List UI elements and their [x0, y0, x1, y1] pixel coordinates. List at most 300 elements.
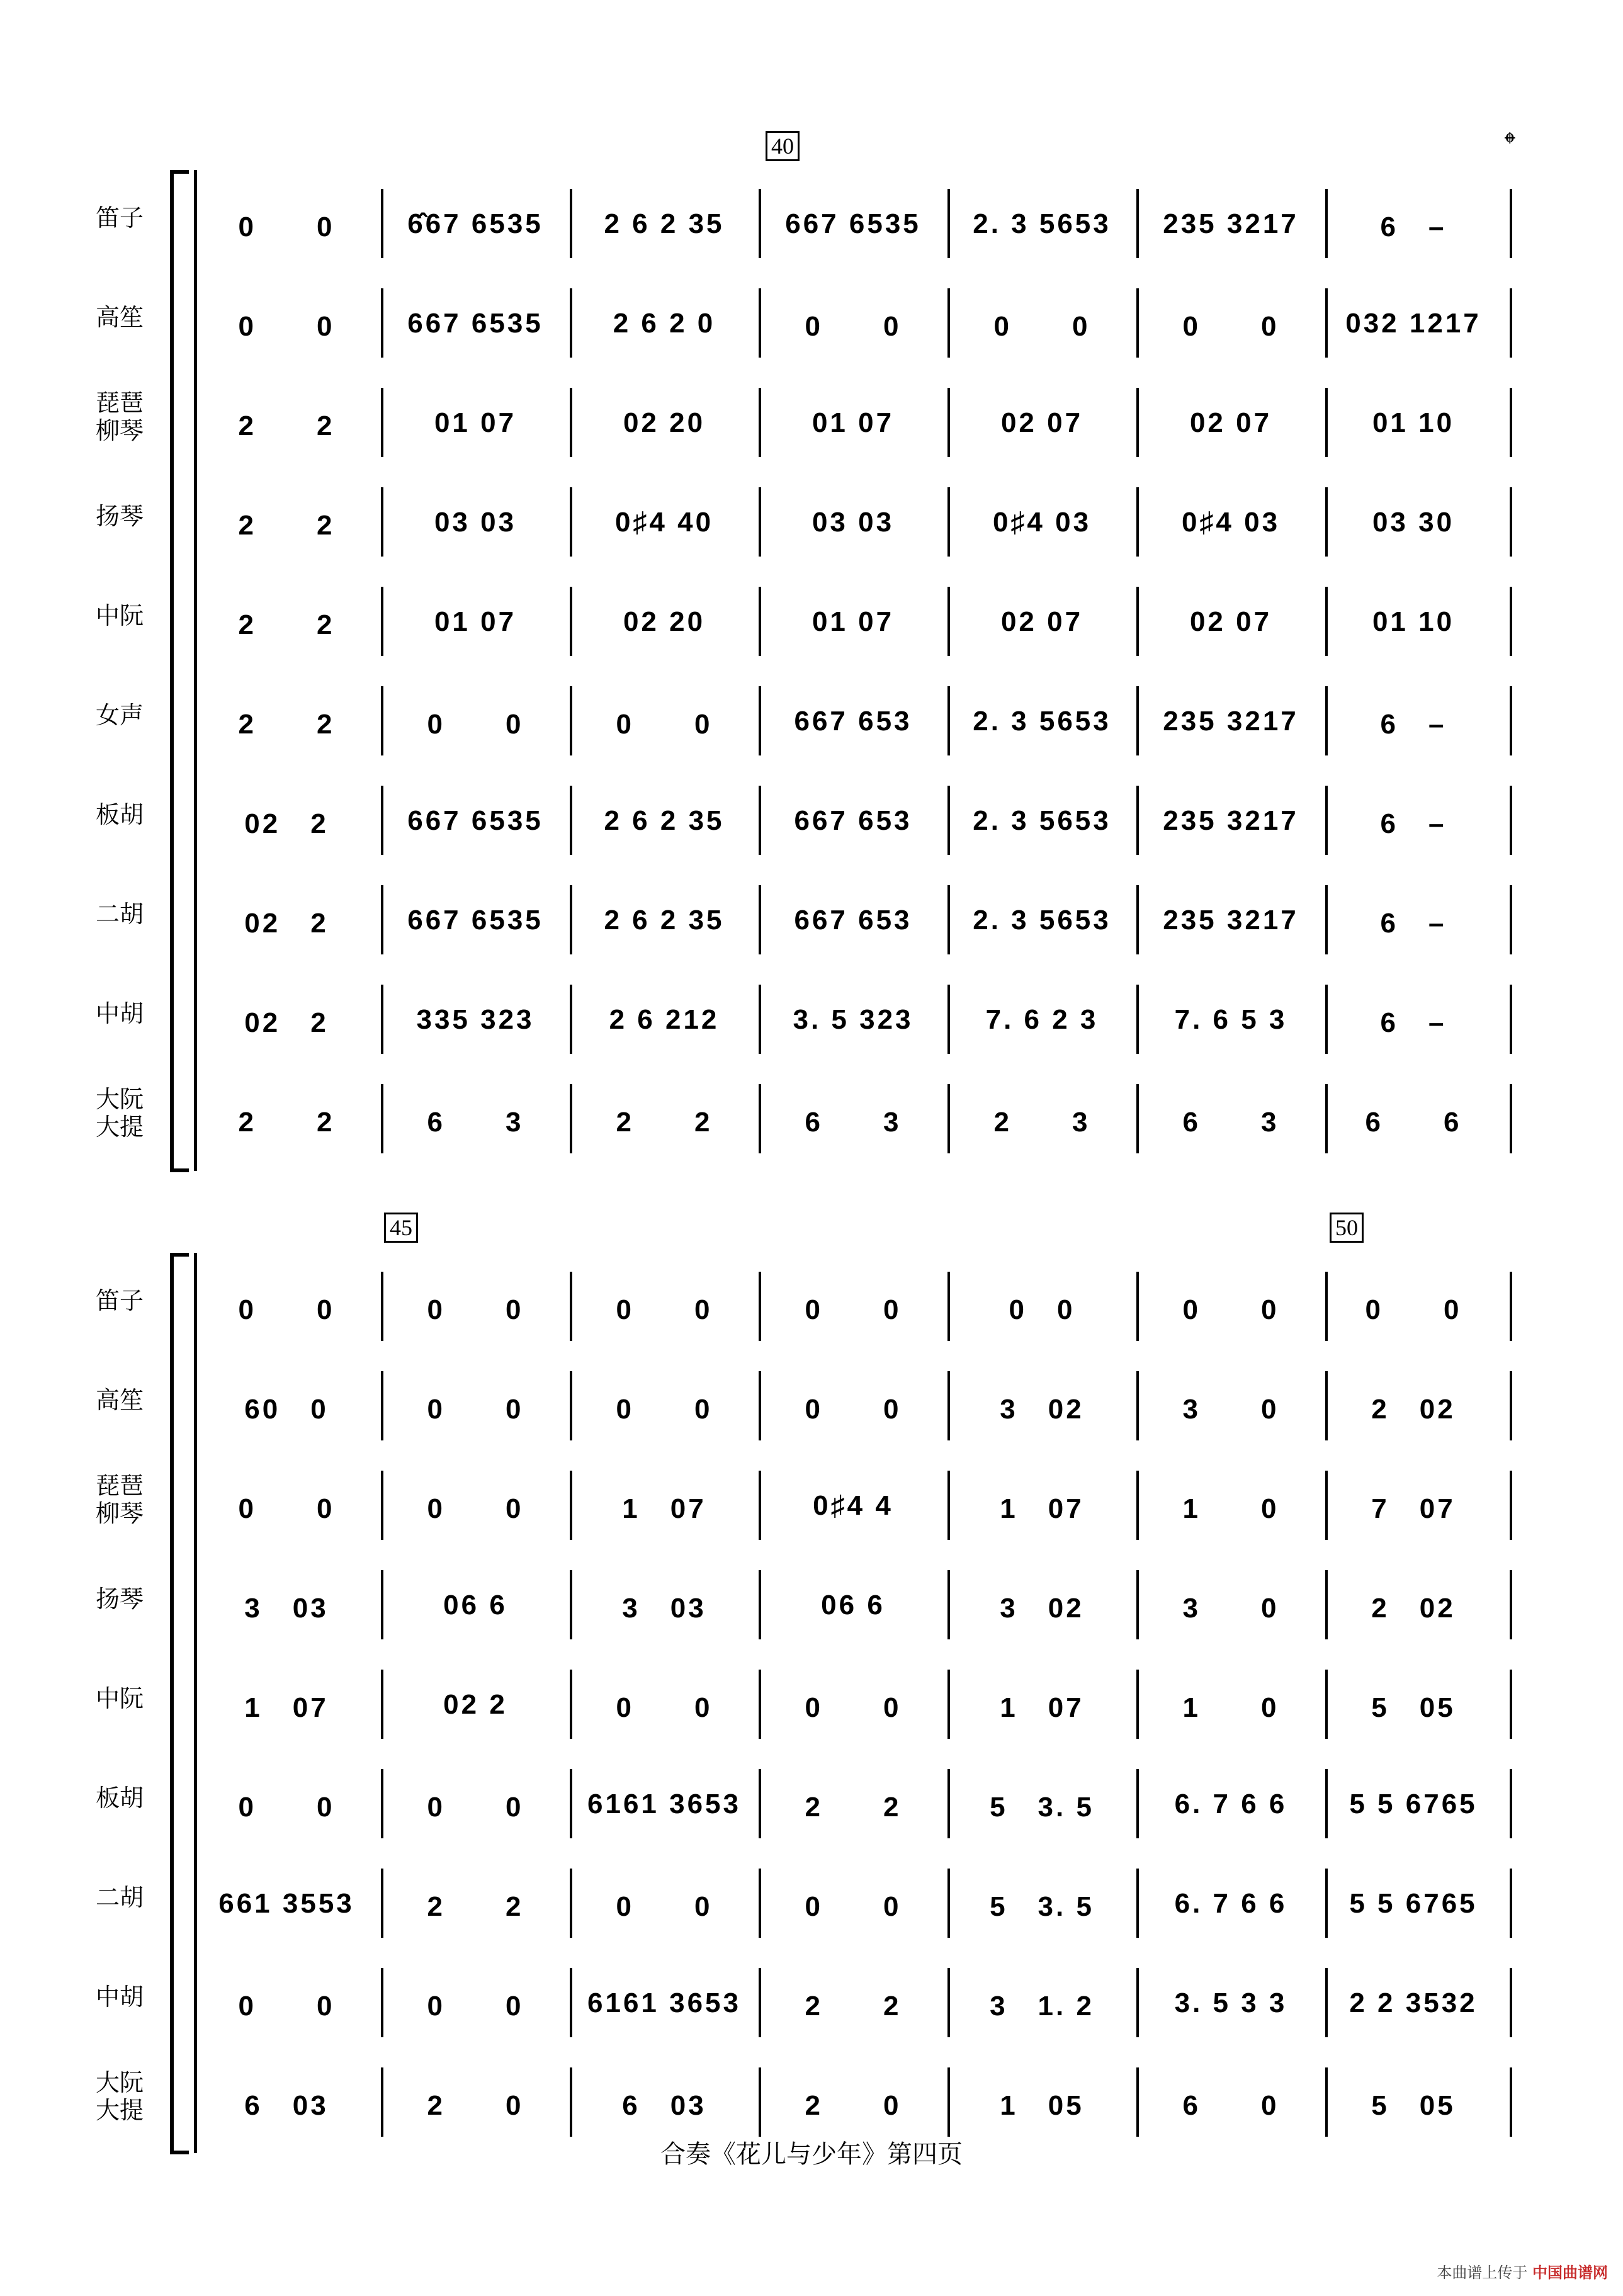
barline	[947, 1968, 950, 2037]
measure: 2 2	[805, 1792, 902, 1823]
measure: 02 07	[1189, 606, 1272, 637]
instrument-label	[82, 1685, 157, 1712]
barline	[1136, 1371, 1139, 1440]
measure: 3 0	[1182, 1394, 1279, 1425]
measure: 3 1. 2	[990, 1991, 1094, 2022]
barline	[1325, 189, 1328, 258]
barline	[381, 288, 383, 358]
instrument-label	[82, 502, 157, 530]
barline	[570, 1272, 572, 1341]
measure: 01 10	[1372, 606, 1455, 637]
instrument-label-line: 中阮	[95, 1685, 144, 1712]
barline	[381, 1570, 383, 1639]
barline	[1136, 686, 1139, 755]
barline	[570, 885, 572, 954]
measure: 2 2	[238, 510, 335, 541]
barline	[1136, 587, 1139, 656]
measure: 6 0	[1182, 2090, 1279, 2121]
barline	[1136, 1084, 1139, 1153]
measure: 0 0	[805, 311, 902, 342]
barline-end	[1510, 1968, 1512, 2037]
barline	[947, 487, 950, 557]
instrument-label-line: 大阮	[95, 1085, 144, 1113]
measure: 6 –	[1380, 709, 1447, 740]
measure: 667 653	[794, 805, 912, 836]
instrument-label	[82, 1983, 157, 2011]
measure: 5 5 6765	[1349, 1789, 1478, 1819]
barline	[1136, 288, 1139, 358]
instrument-label	[82, 701, 157, 729]
barline	[1325, 1769, 1328, 1838]
measure: 0 0	[805, 1692, 902, 1723]
instrument-label-line: 高笙	[95, 1386, 144, 1414]
barline	[759, 885, 761, 954]
barline	[759, 288, 761, 358]
instrument-label-line: 扬琴	[95, 502, 144, 530]
barline	[947, 1084, 950, 1153]
barline	[759, 388, 761, 457]
measure: 1 07	[1000, 1493, 1084, 1524]
barline	[1136, 786, 1139, 855]
measure: 6 3	[1182, 1107, 1279, 1138]
barline-end	[1510, 885, 1512, 954]
barline	[570, 288, 572, 358]
barline-end	[1510, 487, 1512, 557]
instrument-row	[0, 1065, 1623, 1165]
barline	[759, 1272, 761, 1341]
instrument-label	[82, 389, 157, 444]
barline	[947, 786, 950, 855]
rehearsal-mark-50: 50	[1330, 1213, 1364, 1243]
measure: 0 0	[805, 1294, 902, 1325]
measure: 3 02	[1000, 1593, 1084, 1624]
barline	[1325, 1968, 1328, 2037]
barline	[759, 1084, 761, 1153]
barline	[947, 388, 950, 457]
instrument-row	[0, 1352, 1623, 1452]
measure: 03 30	[1372, 507, 1455, 538]
barline	[1325, 1272, 1328, 1341]
instrument-label-line: 板胡	[95, 801, 144, 828]
barline	[947, 1769, 950, 1838]
measure: 2 3	[993, 1107, 1090, 1138]
measure: 5 3. 5	[990, 1792, 1094, 1823]
barline	[570, 1371, 572, 1440]
instrument-label	[82, 303, 157, 331]
measure: 2 2	[616, 1107, 713, 1138]
measure: 2 2	[238, 410, 335, 441]
barline-end	[1510, 1670, 1512, 1739]
barline	[381, 1272, 383, 1341]
barline	[1136, 985, 1139, 1054]
measure: 0 0	[616, 1692, 713, 1723]
measure: 02 2	[244, 908, 329, 939]
barline	[1136, 487, 1139, 557]
barline-end	[1510, 189, 1512, 258]
barline	[759, 2067, 761, 2137]
barline	[1136, 189, 1139, 258]
measure: 235 3217	[1163, 208, 1299, 239]
measure: 667 6535	[407, 308, 543, 339]
measure: 7 07	[1371, 1493, 1456, 1524]
barline	[1325, 388, 1328, 457]
barline	[570, 786, 572, 855]
measure: 667 6535	[407, 805, 543, 836]
measure: 2. 3 5653	[973, 805, 1111, 836]
barline	[947, 885, 950, 954]
instrument-label-line: 板胡	[95, 1784, 144, 1812]
barline-end	[1510, 1272, 1512, 1341]
measure: 235 3217	[1163, 706, 1299, 737]
measure: 7. 6 2 3	[985, 1004, 1099, 1035]
instrument-label-line: 笛子	[95, 1287, 144, 1315]
score-system-1	[0, 126, 1623, 1141]
barline	[1325, 686, 1328, 755]
measure: 6 6	[1365, 1107, 1462, 1138]
measure: 2 6 2 35	[604, 208, 725, 239]
barline	[1136, 2067, 1139, 2137]
measure: 0 0	[238, 311, 335, 342]
measure: 03 03	[812, 507, 895, 538]
measure: 3 0	[1182, 1593, 1279, 1624]
instrument-label	[82, 1386, 157, 1414]
barline	[1325, 587, 1328, 656]
barline	[1325, 985, 1328, 1054]
measure: 335 323	[416, 1004, 534, 1035]
measure: 6 –	[1380, 1007, 1447, 1038]
page-footer: 合奏《花儿与少年》第四页	[660, 2140, 963, 2169]
instrument-label	[82, 1884, 157, 1911]
instrument-label-line: 琵琶	[95, 1472, 144, 1500]
barline	[381, 1968, 383, 2037]
barline	[947, 587, 950, 656]
measure: 2 2	[238, 1107, 335, 1138]
measure: 2. 3 5653	[973, 208, 1111, 239]
barline-end	[1510, 2067, 1512, 2137]
barline	[947, 985, 950, 1054]
instrument-label-line: 中阮	[95, 602, 144, 630]
measure: 0 0	[238, 212, 335, 242]
measure: 5 05	[1371, 1692, 1456, 1723]
measure: 0 0	[238, 1294, 335, 1325]
measure: 6 3	[805, 1107, 902, 1138]
instrument-row	[0, 767, 1623, 866]
measure: 02 07	[1189, 407, 1272, 438]
instrument-row	[0, 1452, 1623, 1551]
measure: 0 0	[427, 1493, 524, 1524]
barline	[570, 1471, 572, 1540]
barline	[570, 1968, 572, 2037]
measure: 02 20	[623, 606, 706, 637]
measure: 0♯4 4	[813, 1490, 893, 1521]
measure: 1 07	[622, 1493, 706, 1524]
barline-end	[1510, 1570, 1512, 1639]
barline	[947, 686, 950, 755]
instrument-label-line: 大提	[95, 2096, 144, 2124]
measure: 2 6 2 35	[604, 805, 725, 836]
measure: 235 3217	[1163, 905, 1299, 936]
barline	[381, 2067, 383, 2137]
barline	[1136, 388, 1139, 457]
watermark-brand: 中国曲谱网	[1532, 2264, 1608, 2282]
barline	[381, 686, 383, 755]
barline	[570, 2067, 572, 2137]
measure: 6̂67 6535	[407, 208, 543, 239]
measure: 01 07	[812, 407, 895, 438]
barline	[570, 985, 572, 1054]
barline	[1325, 885, 1328, 954]
barline-end	[1510, 1084, 1512, 1153]
measure: 01 10	[1372, 407, 1455, 438]
barline	[947, 1272, 950, 1341]
barline	[1325, 1084, 1328, 1153]
barline	[381, 487, 383, 557]
barline	[381, 1869, 383, 1938]
barline	[570, 388, 572, 457]
barline	[1325, 1371, 1328, 1440]
instrument-row	[0, 1651, 1623, 1750]
barline	[1325, 487, 1328, 557]
measure: 667 653	[794, 905, 912, 936]
measure: 0 0	[616, 1294, 713, 1325]
measure: 2 6 212	[609, 1004, 720, 1035]
barline	[947, 1371, 950, 1440]
measure: 5 05	[1371, 2090, 1456, 2121]
measure: 0 0	[427, 1294, 524, 1325]
measure: 0 0	[1365, 1294, 1462, 1325]
measure: 1 05	[1000, 2090, 1084, 2121]
barline	[570, 1769, 572, 1838]
measure: 0 0	[616, 1394, 713, 1425]
instrument-label-line: 二胡	[95, 1884, 144, 1911]
instrument-label	[82, 1585, 157, 1613]
instrument-row	[0, 269, 1623, 369]
barline	[1325, 2067, 1328, 2137]
barline	[381, 985, 383, 1054]
instrument-label	[82, 900, 157, 928]
instrument-label	[82, 602, 157, 630]
measure: 0 0	[805, 1394, 902, 1425]
barline	[759, 985, 761, 1054]
measure: 6 –	[1380, 808, 1447, 839]
measure: 7. 6 5 3	[1174, 1004, 1287, 1035]
measure: 0 0	[427, 1394, 524, 1425]
measure: 0 0	[238, 1792, 335, 1823]
measure: 01 07	[434, 407, 517, 438]
measure: 0 0	[1182, 311, 1279, 342]
barline-end	[1510, 1471, 1512, 1540]
instrument-label-line: 大提	[95, 1113, 144, 1141]
instrument-label	[82, 801, 157, 828]
measure: 667 653	[794, 706, 912, 737]
measure: 667 6535	[407, 905, 543, 936]
instrument-row	[0, 1750, 1623, 1850]
measure: 667 6535	[785, 208, 921, 239]
measure: 3 03	[622, 1593, 706, 1624]
instrument-row	[0, 1949, 1623, 2049]
barline-end	[1510, 1869, 1512, 1938]
barline	[759, 1769, 761, 1838]
instrument-label-line: 女声	[95, 701, 144, 729]
measure: 02 07	[1000, 606, 1083, 637]
measure: 2 2	[805, 1991, 902, 2022]
measure: 01 07	[812, 606, 895, 637]
barline	[381, 189, 383, 258]
measure: 0♯4 40	[614, 507, 714, 538]
instrument-label-line: 二胡	[95, 900, 144, 928]
barline	[759, 189, 761, 258]
instrument-row	[0, 1850, 1623, 1949]
barline	[947, 2067, 950, 2137]
measure: 032 1217	[1345, 308, 1481, 339]
barline	[759, 487, 761, 557]
measure: 2 02	[1371, 1593, 1456, 1624]
instrument-label	[82, 1000, 157, 1027]
measure: 2. 3 5653	[973, 905, 1111, 936]
measure: 06 6	[443, 1590, 507, 1620]
barline	[570, 1084, 572, 1153]
measure: 0♯4 03	[992, 507, 1092, 538]
measure: 02 2	[244, 1007, 329, 1038]
barline-end	[1510, 288, 1512, 358]
measure: 06 6	[821, 1590, 885, 1620]
measure: 02 20	[623, 407, 706, 438]
instrument-label-line: 大阮	[95, 2069, 144, 2096]
measure: 2 2	[238, 609, 335, 640]
measure: 03 03	[434, 507, 517, 538]
measure: 6 –	[1380, 212, 1447, 242]
instrument-row	[0, 667, 1623, 767]
measure: 0 0	[1009, 1294, 1075, 1325]
barline	[759, 1371, 761, 1440]
barline	[1325, 786, 1328, 855]
measure: 6 3	[427, 1107, 524, 1138]
measure: 02 2	[244, 808, 329, 839]
measure: 0 0	[805, 1891, 902, 1922]
measure: 1 0	[1182, 1692, 1279, 1723]
barline	[570, 189, 572, 258]
instrument-row	[0, 170, 1623, 269]
measure: 2 2	[238, 709, 335, 740]
barline	[381, 1084, 383, 1153]
barline-end	[1510, 985, 1512, 1054]
measure: 6 03	[244, 2090, 329, 2121]
instrument-label	[82, 1085, 157, 1141]
measure: 2 6 2 35	[604, 905, 725, 936]
barline-end	[1510, 1769, 1512, 1838]
instrument-label-line: 中胡	[95, 1983, 144, 2011]
measure: 5 3. 5	[990, 1891, 1094, 1922]
instrument-label-line: 高笙	[95, 303, 144, 331]
instrument-row	[0, 866, 1623, 966]
measure: 0 0	[238, 1991, 335, 2022]
barline	[1136, 1570, 1139, 1639]
measure: 6161 3653	[587, 1988, 741, 2018]
barline	[947, 1869, 950, 1938]
measure: 3 03	[244, 1593, 329, 1624]
measure: 2 6 2 0	[613, 308, 716, 339]
barline	[381, 1371, 383, 1440]
barline	[1136, 1869, 1139, 1938]
measure: 0 0	[616, 709, 713, 740]
measure: 5 5 6765	[1349, 1888, 1478, 1919]
instrument-label	[82, 1784, 157, 1812]
measure: 6. 7 6 6	[1174, 1789, 1287, 1819]
instrument-label	[82, 204, 157, 232]
measure: 0 0	[616, 1891, 713, 1922]
barline	[1136, 1272, 1139, 1341]
measure: 1 0	[1182, 1493, 1279, 1524]
instrument-label	[82, 2069, 157, 2124]
barline	[381, 786, 383, 855]
instrument-row	[0, 468, 1623, 568]
rehearsal-mark-40: 40	[766, 131, 800, 161]
barline	[759, 1570, 761, 1639]
barline	[1136, 1968, 1139, 2037]
measure: 0 0	[1182, 1294, 1279, 1325]
barline	[1136, 1471, 1139, 1540]
measure: 0 0	[993, 311, 1090, 342]
barline-end	[1510, 686, 1512, 755]
measure: 2. 3 5653	[973, 706, 1111, 737]
site-watermark	[1437, 2260, 1608, 2282]
measure: 6161 3653	[587, 1789, 741, 1819]
instrument-label-line: 柳琴	[95, 1500, 144, 1527]
barline	[947, 1471, 950, 1540]
barline	[759, 686, 761, 755]
measure: 2 0	[427, 2090, 524, 2121]
instrument-row	[0, 1551, 1623, 1651]
measure: 6. 7 6 6	[1174, 1888, 1287, 1919]
score-system-2	[0, 1209, 1623, 2124]
barline	[759, 1869, 761, 1938]
barline	[381, 1670, 383, 1739]
instrument-row	[0, 1253, 1623, 1352]
measure: 02 07	[1000, 407, 1083, 438]
barline	[570, 1869, 572, 1938]
barline	[1136, 1670, 1139, 1739]
measure: 661 3553	[218, 1888, 354, 1919]
instrument-row	[0, 966, 1623, 1065]
barline	[759, 1471, 761, 1540]
barline	[570, 487, 572, 557]
barline	[1136, 885, 1139, 954]
instrument-label-line: 柳琴	[95, 417, 144, 444]
barline	[570, 587, 572, 656]
barline	[381, 1471, 383, 1540]
coda-icon: 𝄌	[1505, 126, 1515, 161]
barline	[570, 1670, 572, 1739]
barline	[381, 388, 383, 457]
instrument-label	[82, 1472, 157, 1527]
barline	[947, 1670, 950, 1739]
barline	[570, 686, 572, 755]
instrument-label-line: 中胡	[95, 1000, 144, 1027]
measure: 2 2 3532	[1349, 1988, 1478, 2018]
measure: 01 07	[434, 606, 517, 637]
barline	[381, 885, 383, 954]
barline-end	[1510, 786, 1512, 855]
barline	[570, 1570, 572, 1639]
barline	[947, 288, 950, 358]
barline	[759, 587, 761, 656]
measure: 1 07	[1000, 1692, 1084, 1723]
measure: 0 0	[427, 709, 524, 740]
measure: 0 0	[238, 1493, 335, 1524]
barline	[1325, 1869, 1328, 1938]
barline	[1136, 1769, 1139, 1838]
measure: 0 0	[427, 1991, 524, 2022]
